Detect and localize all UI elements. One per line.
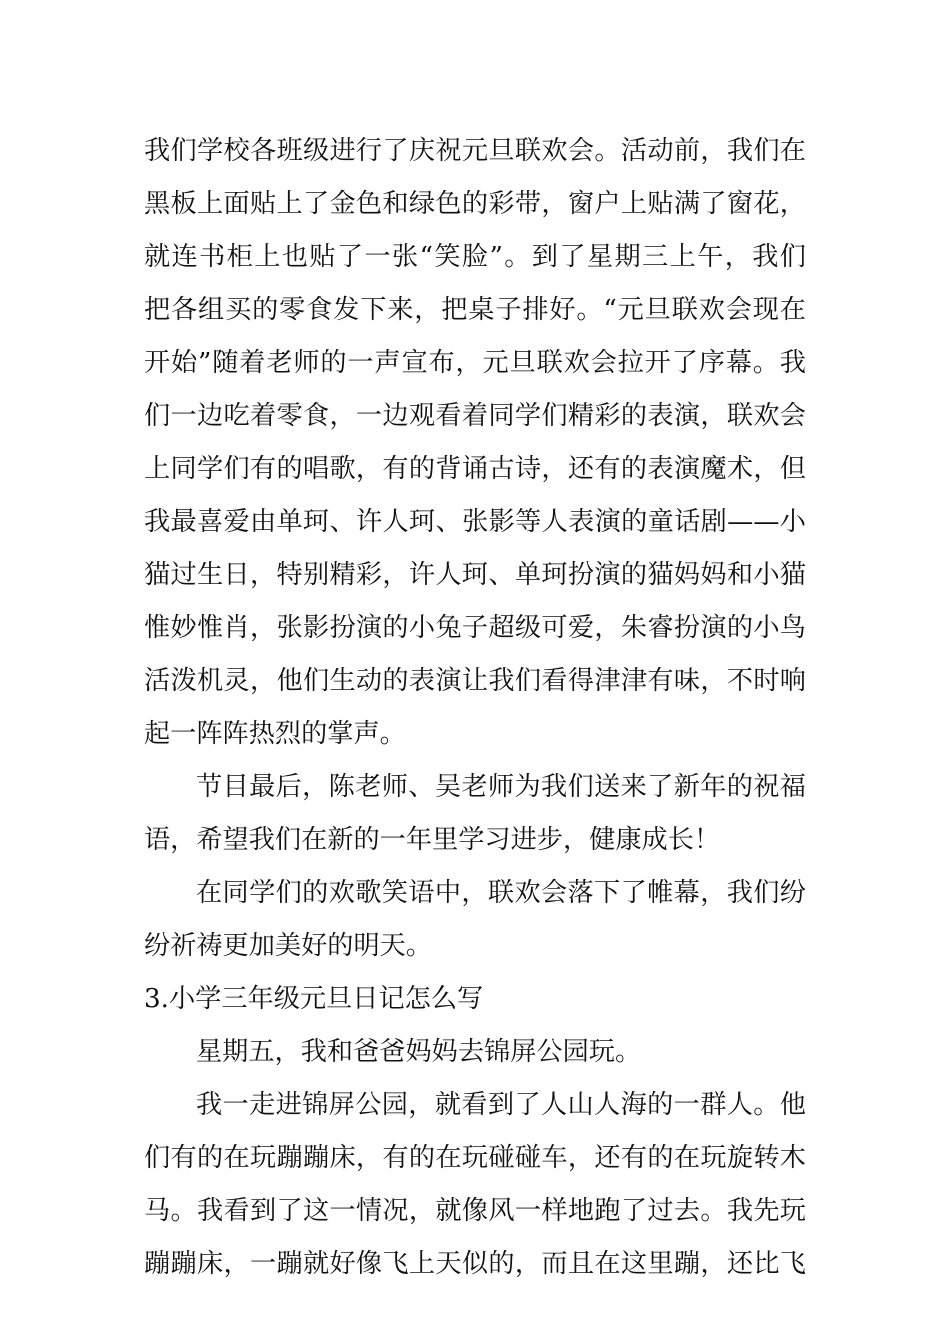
text-line: 节目最后，陈老师、吴老师为我们送来了新年的祝福	[196, 772, 806, 802]
text-line: 我们学校各班级进行了庆祝元旦联欢会。活动前，我们在	[144, 136, 806, 166]
text-line: 我最喜爱由单珂、许人珂、张影等人表演的童话剧——小	[144, 507, 806, 537]
text-line: 在同学们的欢歌笑语中，联欢会落下了帷幕，我们纷	[196, 878, 806, 908]
text-line: 蹦蹦床，一蹦就好像飞上天似的，而且在这里蹦，还比飞	[144, 1249, 806, 1279]
text-line: 惟妙惟肖，张影扮演的小兔子超级可爱，朱睿扮演的小鸟	[144, 613, 806, 643]
text-line: 语，希望我们在新的一年里学习进步，健康成长！	[144, 825, 721, 855]
text-line: 猫过生日，特别精彩，许人珂、单珂扮演的猫妈妈和小猫	[144, 560, 806, 590]
text-line: 们有的在玩蹦蹦床，有的在玩碰碰车，还有的在玩旋转木	[144, 1143, 806, 1173]
text-line: 把各组买的零食发下来，把桌子排好。“元旦联欢会现在	[144, 295, 806, 325]
section-heading: 3.小学三年级元旦日记怎么写	[144, 984, 484, 1014]
text-line: 马。我看到了这一情况，就像风一样地跑了过去。我先玩	[144, 1196, 806, 1226]
text-line: 上同学们有的唱歌，有的背诵古诗，还有的表演魔术，但	[144, 454, 806, 484]
text-line: 就连书柜上也贴了一张“笑脸”。到了星期三上午，我们	[144, 242, 806, 272]
text-line: 黑板上面贴上了金色和绿色的彩带，窗户上贴满了窗花，	[144, 189, 806, 219]
text-line: 活泼机灵，他们生动的表演让我们看得津津有味，不时响	[144, 666, 806, 696]
text-line: 开始”随着老师的一声宣布，元旦联欢会拉开了序幕。我	[144, 348, 806, 378]
text-line: 星期五，我和爸爸妈妈去锦屏公园玩。	[196, 1037, 642, 1067]
text-line: 起一阵阵热烈的掌声。	[144, 719, 406, 749]
text-line: 们一边吃着零食，一边观看着同学们精彩的表演，联欢会	[144, 401, 806, 431]
text-line: 我一走进锦屏公园，就看到了人山人海的一群人。他	[196, 1090, 806, 1120]
text-line: 纷祈祷更加美好的明天。	[144, 931, 433, 961]
